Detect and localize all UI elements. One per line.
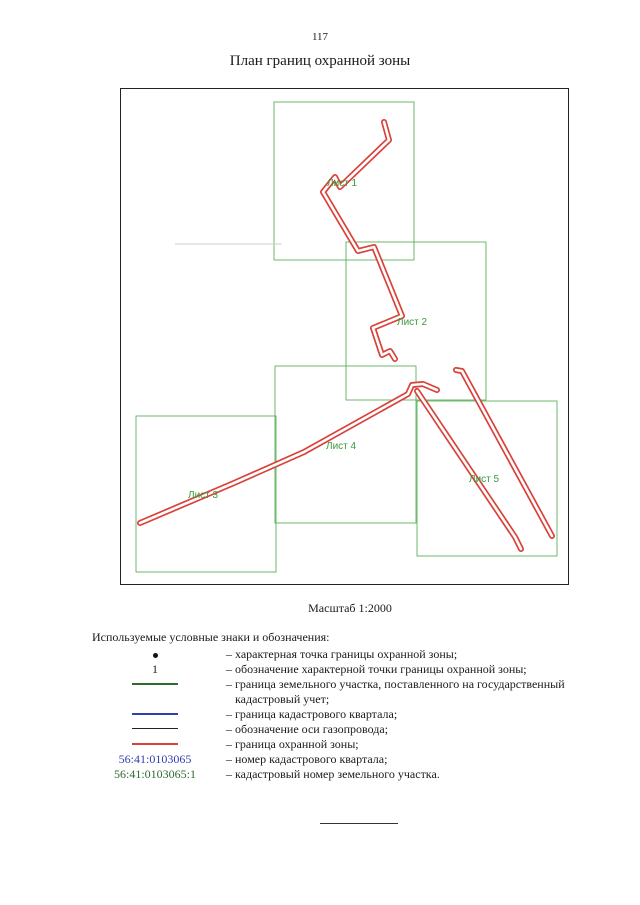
legend-description: – граница земельного участка, поставленного на государственный <box>226 677 565 691</box>
sheet-3-label: Лист 3 <box>188 490 219 501</box>
dot-icon <box>153 653 158 658</box>
legend-row-quarter-number <box>0 751 640 767</box>
legend-description: – обозначение характерной точки границы охранной зоны; <box>226 662 527 676</box>
footer-rule <box>320 823 398 824</box>
pipeline-axis-line-symbol <box>110 721 200 737</box>
legend-row-point <box>0 646 640 662</box>
page-title: План границ охранной зоны <box>229 53 411 69</box>
legend-description: – характерная точка границы охранной зоны; <box>226 647 458 661</box>
plot-number-symbol: 56:41:0103065:1 <box>113 767 196 781</box>
legend-row-security-zone <box>0 736 640 752</box>
legend-row-plot-number <box>0 766 640 782</box>
legend-row-land-plot-cont <box>0 691 640 707</box>
sheet-5-label: Лист 5 <box>469 474 500 485</box>
legend-description: – граница кадастрового квартала; <box>226 707 398 721</box>
boundary-point-symbol <box>110 646 200 662</box>
point-number-symbol: 1 <box>152 662 158 676</box>
boundary-plan-map <box>120 88 569 585</box>
legend-row-pipeline-axis <box>0 721 640 737</box>
legend-description: – номер кадастрового квартала; <box>226 752 388 766</box>
sheet-4-label: Лист 4 <box>326 441 357 452</box>
page-number: 117 <box>311 31 329 43</box>
legend-description: – кадастровый номер земельного участка. <box>226 767 440 781</box>
legend-row-point-number <box>0 661 640 677</box>
quarter-line-symbol <box>110 706 200 722</box>
legend-row-cadastral-quarter <box>0 706 640 722</box>
legend-row-land-plot <box>0 676 640 692</box>
sheet-2-label: Лист 2 <box>397 317 428 328</box>
legend-description: – обозначение оси газопровода; <box>226 722 389 736</box>
legend-description: – граница охранной зоны; <box>226 737 359 751</box>
quarter-number-symbol: 56:41:0103065 <box>118 752 192 766</box>
scale-label: Масштаб 1:2000 <box>308 601 392 615</box>
security-zone-line-symbol <box>110 736 200 752</box>
legend-heading: Используемые условные знаки и обозначения: <box>92 630 330 644</box>
sheet-1-label: Лист 1 <box>327 178 358 189</box>
land-plot-line-symbol <box>110 676 200 692</box>
legend-description-cont: кадастровый учет; <box>235 692 330 706</box>
